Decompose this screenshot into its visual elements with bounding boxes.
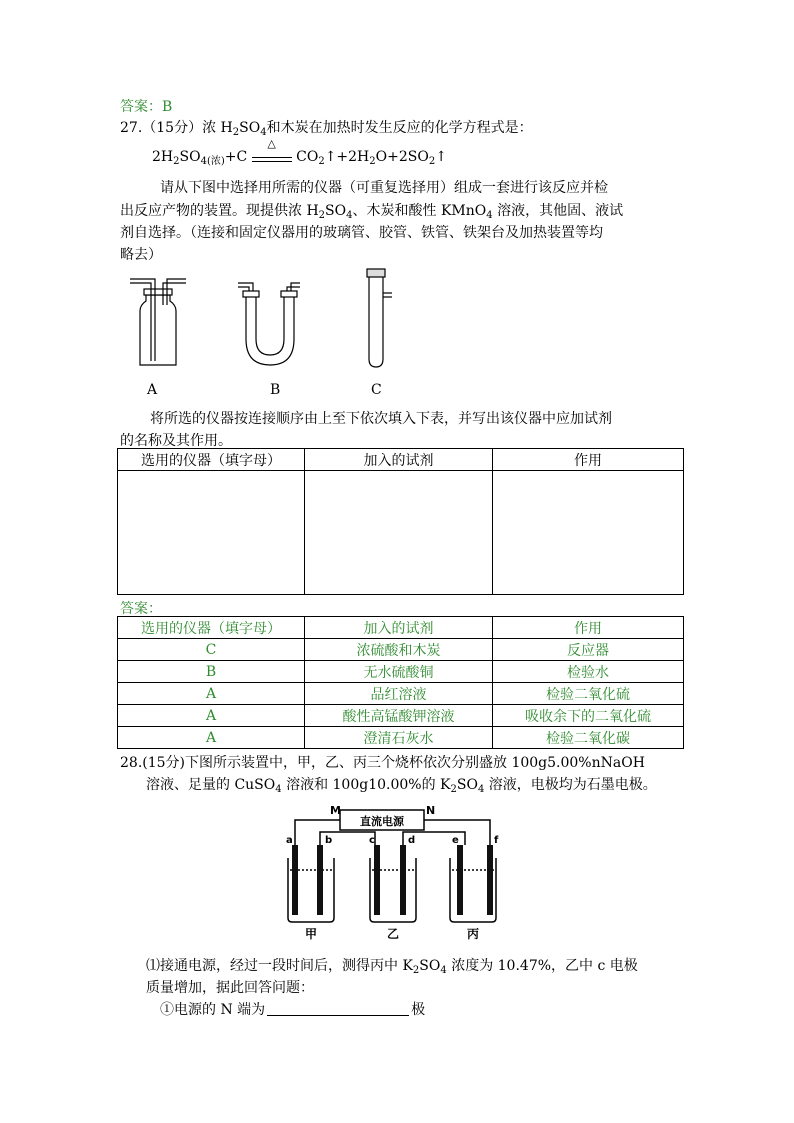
q28-question-1: ①电源的 N 端为 极: [160, 1002, 426, 1018]
answer-table: [117, 616, 684, 749]
answer-label: 答案：: [120, 601, 162, 617]
q28-sub1-line2: 质量增加，据此回答问题：: [146, 980, 314, 996]
electrode-e: e: [452, 835, 459, 846]
blank-cell[interactable]: [118, 471, 305, 595]
label-m: M: [330, 804, 341, 817]
q27-para5: 将所选的仪器按连接顺序由上至下依次填入下表，并写出该仪器中应加试剂: [150, 411, 612, 427]
answer-header-row: [118, 617, 684, 639]
beaker-bing: 丙: [466, 927, 480, 941]
electrode-f: f: [494, 835, 499, 846]
header-reagent: 加入的试剂: [305, 617, 493, 639]
beaker-yi: 乙: [386, 927, 400, 941]
q28-line1: 28.(15分)下图所示装置中，甲，乙、丙三个烧杯依次分别盛放 100g5.00%nNaOH: [120, 755, 645, 771]
q28-line2: 溶液、足量的 CuSO$_4$ 溶液和 100g10.00%的 $K_2SO_4$ 溶液，电极均为石墨电极。: [146, 777, 657, 795]
electrolysis-diagram: [280, 800, 520, 945]
electrode-a: a: [286, 835, 293, 846]
q27-para3: 剂自选择。（连接和固定仪器用的玻璃管、胶管、铁管、铁架台及加热装置等均: [120, 225, 603, 241]
table-row: A 酸性高锰酸钾溶液 吸收余下的二氧化硫: [118, 705, 684, 727]
label-a: A: [147, 382, 158, 398]
q27-para4: 略去）: [120, 247, 162, 263]
header-apparatus: 选用的仪器（填字母）: [118, 617, 305, 639]
chemical-equation: $2H_2SO_{4(浓)}+C$ △ $CO_2↑+2H_2O+2SO_2↑$: [152, 137, 447, 167]
label-b: B: [270, 382, 281, 398]
header-reagent: 加入的试剂: [305, 449, 493, 471]
q27-intro: 27.（15分）浓 $H_2SO_4$和木炭在加热时发生反应的化学方程式是：: [120, 120, 533, 138]
answer-b: 答案：B: [120, 99, 173, 115]
q27-para6: 的名称及其作用。: [120, 433, 232, 449]
header-function: 作用: [493, 449, 684, 471]
table-row: C 浓硫酸和木炭 反应器: [118, 639, 684, 661]
header-apparatus: 选用的仪器（填字母）: [118, 449, 305, 471]
power-source-label: 直流电源: [360, 815, 404, 828]
blank-cell[interactable]: [305, 471, 493, 595]
label-c: C: [371, 382, 382, 398]
apparatus-a-icon: [130, 279, 186, 365]
blank-cell[interactable]: [493, 471, 684, 595]
apparatus-c-icon: [367, 269, 392, 367]
electrode-d: d: [408, 835, 416, 846]
electrode-b: b: [325, 835, 333, 846]
answer-blank-n-terminal[interactable]: [267, 1001, 409, 1016]
table-row: A 品红溶液 检验二氧化硫: [118, 683, 684, 705]
table-row: B 无水硫酸铜 检验水: [118, 661, 684, 683]
q27-para2: 出反应产物的装置。现提供浓 $H_2SO_4$、木炭和酸性 KMnO$_4$ 溶液，其他固、液试: [120, 203, 624, 221]
q28-sub1: ⑴接通电源，经过一段时间后，测得丙中 $K_2SO_4$ 浓度为 10.47%，乙中 c 电极: [146, 958, 638, 976]
answer-blank-table: [117, 448, 684, 595]
label-n: N: [426, 804, 436, 817]
heat-condition: △: [252, 149, 292, 162]
beaker-jia: 甲: [304, 927, 318, 941]
q27-para1: 请从下图中选择用所需的仪器（可重复选择用）组成一套进行该反应并检: [160, 180, 608, 196]
header-function: 作用: [493, 617, 684, 639]
table-row: A 澄清石灰水 检验二氧化碳: [118, 727, 684, 749]
electrode-c: c: [369, 835, 375, 846]
apparatus-b-icon: [238, 283, 300, 365]
